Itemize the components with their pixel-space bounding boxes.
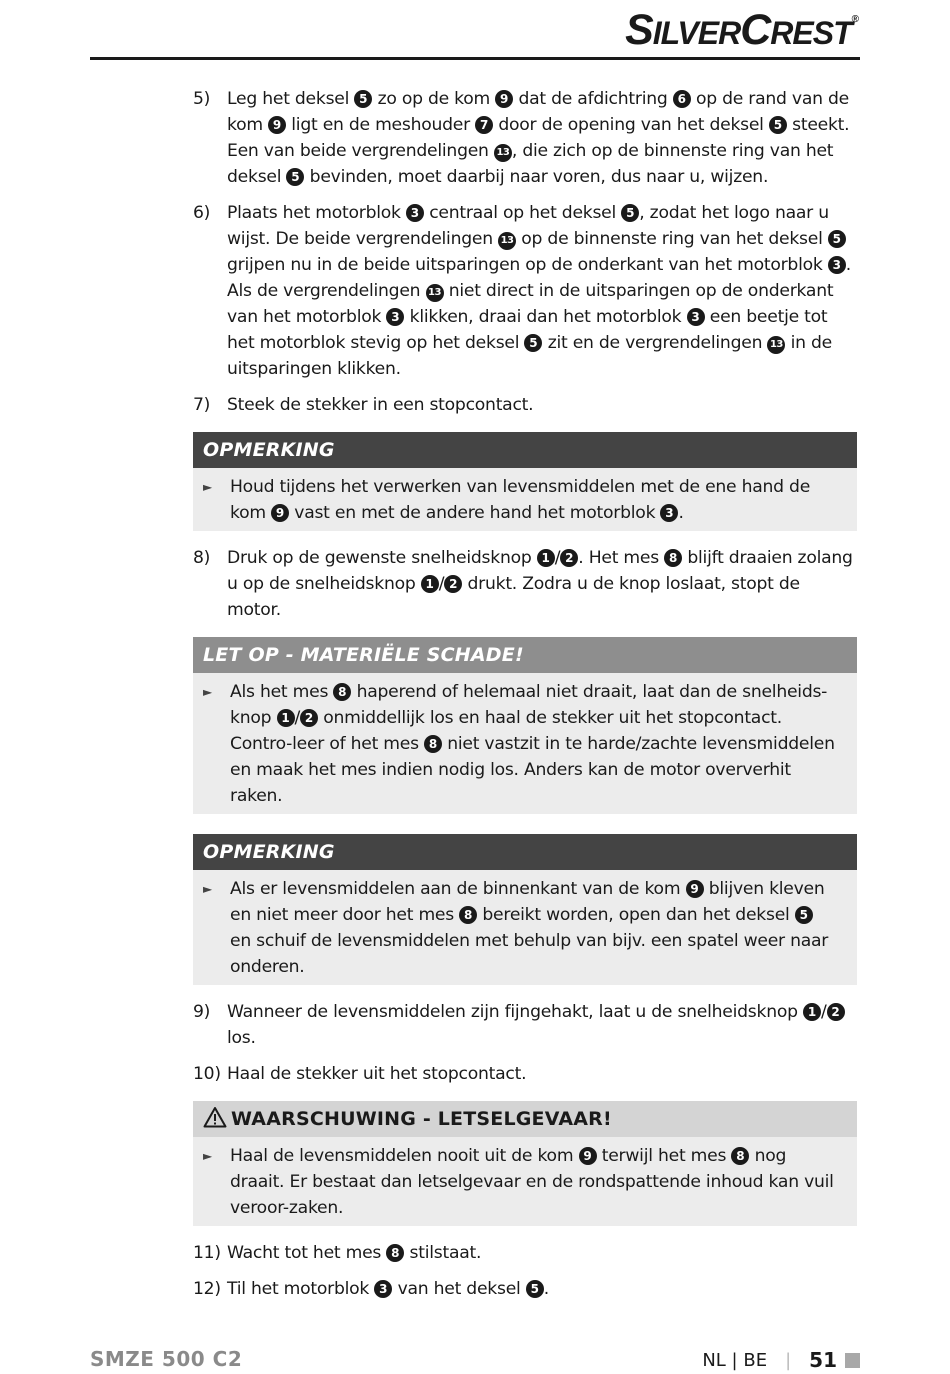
callout-7: 7 [475,116,493,134]
triangle-right-icon: ► [203,882,212,896]
triangle-right-icon: ► [203,480,212,494]
step-9: 9) Wanneer de levensmiddelen zijn fijngehakt, laat u de snelheidsknop 1 / 2 los. [193,999,859,1051]
warning-triangle-icon [203,1106,227,1128]
header-rule [90,57,860,60]
step-12: 12) Til het motorblok 3 van het deksel 5 . [193,1279,549,1299]
warning-title: WAARSCHUWING - LETSELGEVAAR! [193,1101,857,1137]
note-box-1 [193,432,857,531]
callout-5: 5 [354,90,372,108]
callout-5: 5 [286,168,304,186]
page-number: 51 [809,1348,837,1372]
caution-title: LET OP - MATERIËLE SCHADE! [193,637,857,673]
note-bullet: ► Als er levensmiddelen aan de binnenkant van de kom 9 blijven kleven en niet meer door het mes 8 bereikt worden, open dan het deksel 5 en schuif de levensmiddelen met behulp van bijv. een spatel weer naar onderen. [203,876,837,980]
brand-logo: SILVERCREST® [625,6,858,54]
caution-bullet: ► Als het mes 8 haperend of helemaal niet draait, laat dan de snelheids-knop 1 / 2 onmiddellijk los en haal de stekker uit het stopcontact. Contro-leer of het mes 8 niet vastzit in te harde/zachte levensmiddelen en maak het mes indien nodig los. Anders kan de motor oververhit raken. [203,679,837,809]
callout-9: 9 [268,116,286,134]
callout-5: 5 [769,116,787,134]
warning-box [193,1101,857,1226]
callout-9: 9 [495,90,513,108]
callout-13: 13 [494,144,512,162]
footer-page-info: NL | BE | 51 [702,1348,860,1372]
footer-model: SMZE 500 C2 [90,1347,243,1371]
note-title: OPMERKING [193,834,857,870]
warning-bullet: ► Haal de levensmiddelen nooit uit de kom 9 terwijl het mes 8 nog draait. Er bestaat dan letselgevaar en de rondspattende inhoud kan vuil veroor-zaken. [203,1143,837,1221]
triangle-right-icon: ► [203,1149,212,1163]
callout-6: 6 [673,90,691,108]
page-content [193,86,859,1312]
caution-box [193,637,857,814]
step-8: 8) Druk op de gewenste snelheidsknop 1 / 2 . Het mes 8 blijft draaien zolang u op de snelheidsknop 1 / 2 drukt. Zodra u de knop loslaat, stopt de motor. [193,548,853,620]
step-6: 6) Plaats het motorblok 3 centraal op het deksel 5 , zodat het logo naar u wijst. De beide vergrendelingen 13 op de binnenste ring van het deksel 5 grijpen nu in de beide uitsparingen op de onderkant van het motorblok 3 . Als de vergrendelingen 13 niet direct in de uitsparingen op de onderkant van het motorblok 3 klikken, draai dan het motorblok 3 een beetje tot het motorblok stevig op het deksel 5 zit en de vergrendelingen 13 in de uitsparingen klikken. [193,203,852,379]
footer-language: NL | BE [702,1349,768,1371]
note-title: OPMERKING [193,432,857,468]
step-7: 7) Steek de stekker in een stopcontact. [193,395,534,415]
page-marker-square [845,1353,860,1368]
triangle-right-icon: ► [203,685,212,699]
step-5: 5) Leg het deksel 5 zo op de kom 9 dat de afdichtring 6 op de rand van de kom 9 ligt en de meshouder 7 door de opening van het deksel 5 steekt. Een van beide vergrendelingen 13 , die zich op de binnenste ring van het deksel 5 bevinden, moet daarbij naar voren, dus naar u, wijzen. [193,89,850,187]
note-box-2 [193,834,857,985]
note-bullet: ► Houd tijdens het verwerken van levensmiddelen met de ene hand de kom 9 vast en met de andere hand het motorblok 3 . [203,474,837,526]
step-11: 11) Wacht tot het mes 8 stilstaat. [193,1243,482,1263]
step-10: 10) Haal de stekker uit het stopcontact. [193,1064,527,1084]
